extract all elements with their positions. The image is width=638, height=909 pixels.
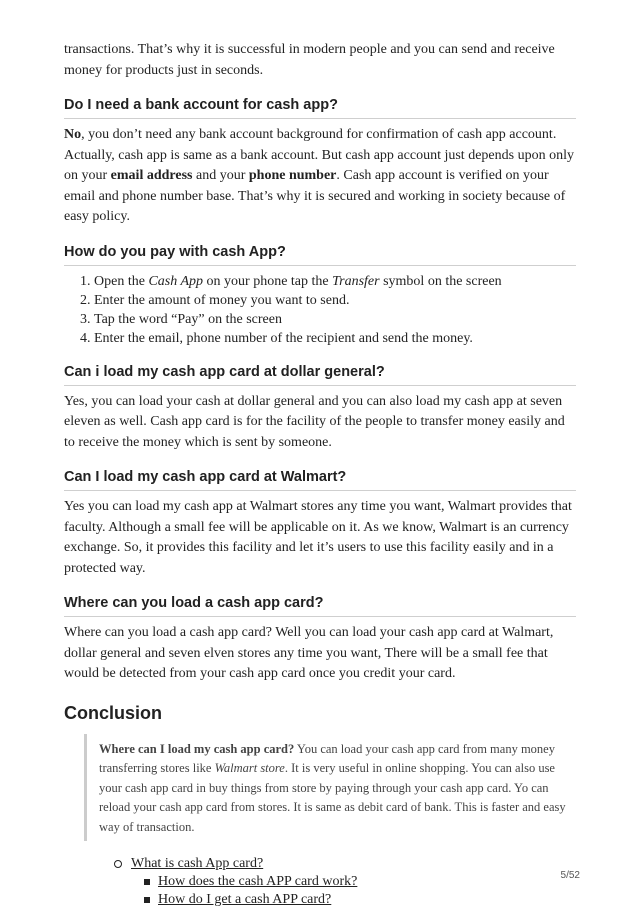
step-item: 1. Open the Cash App on your phone tap the Transfer symbol on the screen xyxy=(94,272,576,291)
link-how-get-card[interactable]: How do I get a cash APP card? xyxy=(158,892,332,907)
link-row xyxy=(144,891,576,909)
section-pay-with-cash-app xyxy=(64,244,576,348)
heading-where-load: Where can you load a cash app card? xyxy=(64,595,576,617)
heading-walmart: Can I load my cash app card at Walmart? xyxy=(64,469,576,491)
square-bullet-icon xyxy=(144,879,150,885)
page-number: 5/52 xyxy=(560,870,580,881)
walmart-paragraph: Yes you can load my cash app at Walmart stores any time you want, Walmart provides that faculty. Although a small fee will be applicable on it. As we know, Walmart is an currency exchange. So, it provides this facility and let it’s users to use this facility easily and in a protected way. xyxy=(64,499,572,576)
section-conclusion xyxy=(64,703,576,842)
step-item: 2. Enter the amount of money you want to send. xyxy=(94,291,576,310)
step-item: 4. Enter the email, phone number of the recipient and send the money. xyxy=(94,329,576,348)
bank-account-paragraph: No, you don’t need any bank account background for confirmation of cash app account. Actually, cash app is same as a bank account. But cash app account just depends upon only on your email address and your phone number. Cash app account is verified on your email and phone number base. That’s why it is secured and working in society because of easy policy. xyxy=(64,127,574,224)
heading-pay-with-cash-app: How do you pay with cash App? xyxy=(64,244,576,266)
section-walmart xyxy=(64,469,576,579)
answer-no: No xyxy=(64,127,82,142)
heading-bank-account: Do I need a bank account for cash app? xyxy=(64,97,576,119)
document-page xyxy=(64,40,576,909)
link-how-card-works[interactable]: How does the cash APP card work? xyxy=(158,874,358,889)
payment-steps-list xyxy=(64,272,576,348)
step-item: 3. Tap the word “Pay” on the screen xyxy=(94,310,576,329)
phone-number-term: phone number xyxy=(248,168,337,183)
link-row xyxy=(114,855,576,873)
email-address-term: email address xyxy=(110,168,193,183)
heading-dollar-general: Can i load my cash app card at dollar general? xyxy=(64,364,576,386)
link-row xyxy=(144,873,576,891)
square-bullet-icon xyxy=(144,897,150,903)
where-load-paragraph: Where can you load a cash app card? Well you can load your cash app card at Walmart, dollar general and seven elven stores any time you want, There will be a small fee that would be detected from your cash app card once you credit your card. xyxy=(64,625,554,681)
dollar-general-paragraph: Yes, you can load your cash at dollar general and you can also load my cash app at seven eleven as well. Cash app card is for the facility of the people to transfer money easily and to receive the money which is sent by someone. xyxy=(64,393,565,450)
circle-bullet-icon xyxy=(114,860,122,868)
section-dollar-general xyxy=(64,364,576,454)
link-what-is-cash-app-card[interactable]: What is cash App card? xyxy=(131,856,264,871)
section-bank-account xyxy=(64,97,576,228)
intro-paragraph: transactions. That’s why it is successful in modern people and you can send and receive money for products just in seconds. xyxy=(64,42,555,78)
section-where-load xyxy=(64,595,576,685)
related-links xyxy=(114,855,576,909)
conclusion-quote: Where can I load my cash app card? You can load your cash app card from many money transferring stores like Walmart store. It is very useful in online shopping. You can also use your cash app card in buy things from store by paying through your cash app card. Yo can reload your cash app card from stores. It is same as debit card of bank. This is faster and easy way of transaction. xyxy=(84,734,576,842)
heading-conclusion: Conclusion xyxy=(64,702,162,723)
sub-links xyxy=(144,873,576,909)
